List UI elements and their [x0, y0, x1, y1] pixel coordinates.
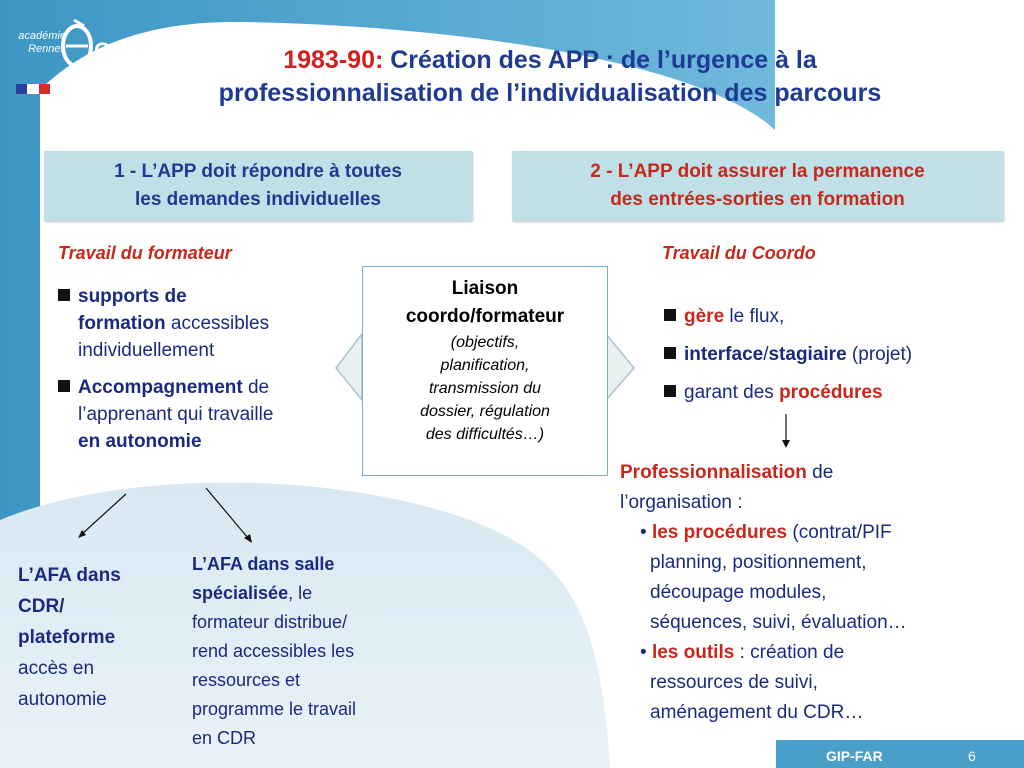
- square-bullet-icon: [664, 347, 676, 359]
- academie-logo: [6, 30, 66, 56]
- afa2-r1: formateur distribue/: [192, 612, 348, 632]
- bullet-gere: [664, 298, 1004, 336]
- prof-bold: Professionnalisation: [620, 462, 807, 483]
- afa1-b2: CDR/: [18, 596, 65, 617]
- prof-item-outils: • les outils : création de: [640, 642, 845, 663]
- b2-rest2: l’apprenant qui travaille: [78, 404, 274, 425]
- square-bullet-icon: [58, 289, 70, 301]
- r-b2-bold2: stagiaire: [768, 344, 847, 365]
- box1-line1: 1 - L’APP doit répondre à toutes: [114, 161, 402, 182]
- r-b2-rest: (projet): [846, 344, 913, 365]
- prof-item-procedures: • les procédures (contrat/PIF: [640, 522, 892, 543]
- prof-rest: de: [806, 462, 834, 483]
- title-line1: Création des APP : de l’urgence à la: [390, 46, 817, 74]
- square-bullet-icon: [664, 385, 676, 397]
- b1-rest2: individuellement: [78, 340, 215, 361]
- footer-label: GIP-FAR: [826, 748, 883, 764]
- afa1-b3: plateforme: [18, 627, 116, 648]
- liaison-d4: dossier, régulation: [420, 403, 550, 420]
- p1-l2: planning, positionnement,: [650, 552, 867, 573]
- box2-line2: des entrées-sorties en formation: [610, 189, 905, 210]
- afa-cdr-block: [18, 560, 168, 715]
- academie-line2: Rennes: [28, 43, 66, 55]
- afa2-r4: programme le travail: [192, 699, 357, 719]
- bullet-interface: [664, 336, 1004, 374]
- liaison-title1: Liaison: [451, 278, 519, 299]
- gipfar-logo: GIP-FAR: [94, 38, 187, 63]
- academie-line1: académie: [18, 30, 66, 42]
- afa2-b2: spécialisée: [192, 583, 289, 603]
- r-b1-bold: gère: [684, 306, 725, 327]
- r-b3-bold: procédures: [779, 382, 883, 403]
- professionnalisation-block: [620, 458, 1020, 728]
- afa1-b1: L’AFA dans: [18, 565, 121, 586]
- afa2-r0: , le: [288, 583, 313, 603]
- principle-box-2: [512, 151, 1003, 221]
- p2-rest: : création de: [734, 642, 845, 663]
- b2-bold: Accompagnement: [78, 377, 243, 398]
- b2-bold2: en autonomie: [78, 431, 202, 452]
- b1-bold2: formation: [78, 313, 166, 334]
- p1-rest: (contrat/PIF: [787, 522, 892, 543]
- p1-l4: séquences, suivi, évaluation…: [650, 612, 907, 633]
- liaison-d2: planification,: [440, 357, 530, 374]
- liaison-d1: (objectifs,: [450, 334, 520, 351]
- afa2-b1: L’AFA dans salle: [192, 554, 335, 574]
- french-flag-icon: [16, 84, 50, 94]
- coordo-work-heading: Travail du Coordo: [662, 243, 816, 263]
- afa2-r3: ressources et: [192, 670, 301, 690]
- trainer-bullets: [58, 283, 348, 455]
- title-line2: professionnalisation de l’individualisation des parcours: [218, 79, 882, 107]
- liaison-d3: transmission du: [428, 380, 542, 397]
- square-bullet-icon: [664, 309, 676, 321]
- afa2-r5: en CDR: [192, 728, 257, 748]
- bullet-garant: [664, 374, 1004, 412]
- p2-bold: les outils: [651, 642, 735, 663]
- r-b1-rest: le flux,: [724, 306, 785, 327]
- r-b2-bold1: interface: [684, 344, 764, 365]
- liaison-box: [362, 266, 608, 476]
- bullet-accompagnement: [58, 374, 348, 455]
- b1-rest: accessibles: [165, 313, 270, 334]
- r-b2-slash: /: [763, 344, 769, 365]
- b2-rest: de: [242, 377, 270, 398]
- square-bullet-icon: [58, 380, 70, 392]
- trainer-work-heading: Travail du formateur: [58, 243, 232, 263]
- box2-line1: 2 - L’APP doit assurer la permanence: [590, 161, 925, 182]
- p1-bold: les procédures: [651, 522, 788, 543]
- afa1-r1: accès en: [18, 658, 95, 679]
- box1-line2: les demandes individuelles: [134, 189, 382, 210]
- e-emblem-icon: [60, 18, 94, 70]
- p2-l2: ressources de suivi,: [650, 672, 818, 693]
- prof-line2: l’organisation :: [620, 492, 743, 513]
- title-year: 1983-90:: [283, 46, 384, 74]
- r-b3-rest: garant des: [684, 382, 780, 403]
- page-number: 6: [968, 748, 976, 764]
- principle-box-1: [44, 151, 472, 221]
- afa-salle-block: [192, 550, 432, 753]
- bullet-supports: [58, 283, 348, 364]
- afa2-r2: rend accessibles les: [192, 641, 355, 661]
- afa1-r2: autonomie: [18, 689, 107, 710]
- coordo-bullets: [664, 298, 1004, 412]
- page-title: [100, 44, 1000, 110]
- p2-l3: aménagement du CDR…: [650, 702, 864, 723]
- b1-bold1: supports de: [78, 286, 187, 307]
- liaison-d5: des difficultés…): [425, 426, 545, 443]
- liaison-title2: coordo/formateur: [405, 306, 565, 327]
- p1-l3: découpage modules,: [650, 582, 827, 603]
